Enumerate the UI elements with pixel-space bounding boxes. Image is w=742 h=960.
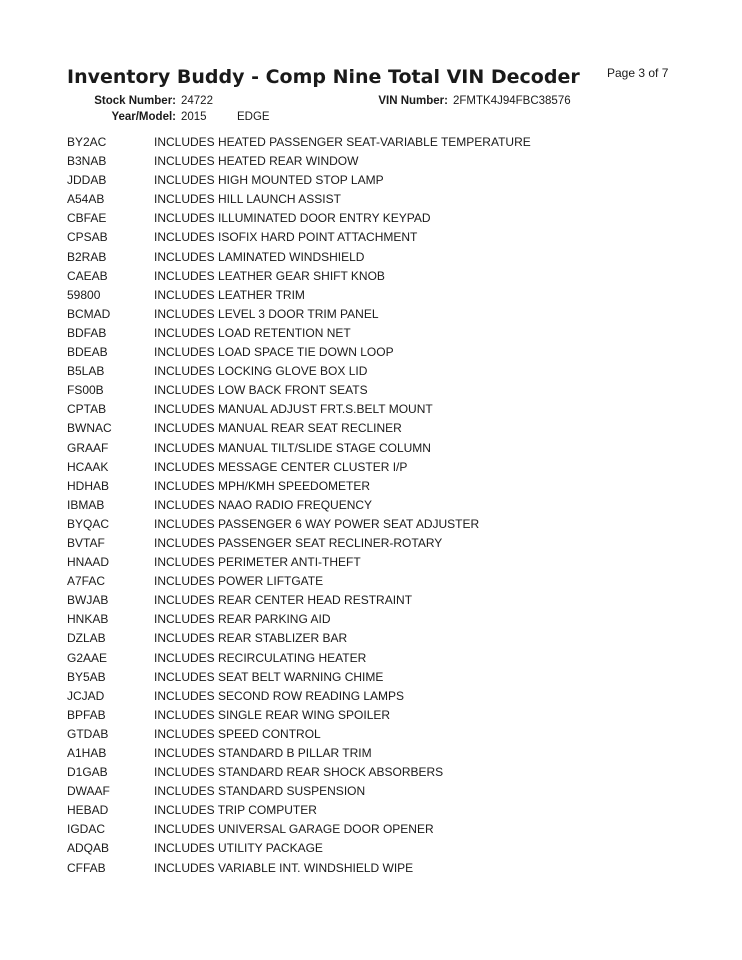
option-code-row xyxy=(67,782,531,801)
vin-number-value: 2FMTK4J94FBC38576 xyxy=(453,95,571,107)
option-description: INCLUDES STANDARD REAR SHOCK ABSORBERS xyxy=(154,765,444,780)
option-description: INCLUDES SEAT BELT WARNING CHIME xyxy=(154,669,384,684)
option-description: INCLUDES NAAO RADIO FREQUENCY xyxy=(154,497,373,512)
option-code: HNAAD xyxy=(67,555,110,570)
option-description: INCLUDES LOAD RETENTION NET xyxy=(154,325,351,340)
option-code: FS00B xyxy=(67,383,104,398)
option-code-row xyxy=(67,286,531,305)
page-number: Page 3 of 7 xyxy=(607,66,669,80)
option-code: B3NAB xyxy=(67,154,107,169)
option-code: D1GAB xyxy=(67,765,108,780)
model-value: EDGE xyxy=(237,111,270,123)
option-code: BY5AB xyxy=(67,669,106,684)
option-description: INCLUDES MPH/KMH SPEEDOMETER xyxy=(154,478,371,493)
option-code-list xyxy=(67,133,531,878)
option-code-row xyxy=(67,496,531,515)
option-description: INCLUDES LEATHER GEAR SHIFT KNOB xyxy=(154,268,385,283)
option-description: INCLUDES PASSENGER SEAT RECLINER-ROTARY xyxy=(154,535,443,550)
option-code: BWJAB xyxy=(67,593,109,608)
option-description: INCLUDES REAR CENTER HEAD RESTRAINT xyxy=(154,593,413,608)
option-code: 59800 xyxy=(67,287,101,302)
option-code: CPTAB xyxy=(67,402,107,417)
option-code-row xyxy=(67,324,531,343)
option-code-row xyxy=(67,801,531,820)
option-code-row xyxy=(67,343,531,362)
option-description: INCLUDES SECOND ROW READING LAMPS xyxy=(154,688,405,703)
option-code: IGDAC xyxy=(67,822,106,837)
option-description: INCLUDES MANUAL ADJUST FRT.S.BELT MOUNT xyxy=(154,402,433,417)
option-code: BY2AC xyxy=(67,135,107,149)
option-code: CBFAE xyxy=(67,211,107,226)
option-code: BVTAF xyxy=(67,535,105,550)
option-code: B5LAB xyxy=(67,364,105,379)
option-code: CPSAB xyxy=(67,230,108,245)
option-code-row xyxy=(67,152,531,171)
option-code-row xyxy=(67,744,531,763)
option-description: INCLUDES SINGLE REAR WING SPOILER xyxy=(154,707,391,722)
option-description: INCLUDES STANDARD B PILLAR TRIM xyxy=(154,746,372,760)
option-description: INCLUDES LEATHER TRIM xyxy=(154,287,305,302)
option-code: B2RAB xyxy=(67,249,107,264)
option-code: BCMAD xyxy=(67,306,111,321)
option-description: INCLUDES LOW BACK FRONT SEATS xyxy=(154,383,368,398)
option-description: INCLUDES SPEED CONTROL xyxy=(154,726,321,741)
option-code-row xyxy=(67,381,531,400)
option-code-row xyxy=(67,687,531,706)
option-code: GTDAB xyxy=(67,726,109,741)
option-description: INCLUDES REAR STABLIZER BAR xyxy=(154,631,348,646)
option-description: INCLUDES LOCKING GLOVE BOX LID xyxy=(154,364,368,379)
option-code: JDDAB xyxy=(67,173,107,188)
option-code-row xyxy=(67,400,531,419)
option-code-row xyxy=(67,515,531,534)
option-code-row xyxy=(67,553,531,572)
option-code-row xyxy=(67,649,531,668)
year-model-label: Year/Model: xyxy=(111,111,176,123)
page-title: Inventory Buddy - Comp Nine Total VIN Decoder xyxy=(67,66,580,88)
option-description: INCLUDES HEATED PASSENGER SEAT-VARIABLE TEMPERATURE xyxy=(154,135,531,149)
option-code-row xyxy=(67,668,531,687)
option-code-row xyxy=(67,534,531,553)
option-code-row xyxy=(67,439,531,458)
option-description: INCLUDES MESSAGE CENTER CLUSTER I/P xyxy=(154,459,408,474)
option-description: INCLUDES RECIRCULATING HEATER xyxy=(154,650,367,665)
option-code: BDEAB xyxy=(67,345,108,360)
option-code-row xyxy=(67,171,531,190)
option-code-row xyxy=(67,820,531,839)
option-code: BYQAC xyxy=(67,516,110,531)
option-code: CFFAB xyxy=(67,860,106,875)
option-code-row xyxy=(67,228,531,247)
option-code-row xyxy=(67,133,531,152)
option-code: HCAAK xyxy=(67,459,109,474)
option-description: INCLUDES LOAD SPACE TIE DOWN LOOP xyxy=(154,345,394,360)
option-description: INCLUDES STANDARD SUSPENSION xyxy=(154,784,366,799)
stock-number-label: Stock Number: xyxy=(94,95,176,107)
option-code-row xyxy=(67,591,531,610)
option-description: INCLUDES REAR PARKING AID xyxy=(154,612,331,627)
option-code: ADQAB xyxy=(67,841,110,856)
option-code: DWAAF xyxy=(67,784,110,799)
option-code: BDFAB xyxy=(67,325,107,340)
option-description: INCLUDES ILLUMINATED DOOR ENTRY KEYPAD xyxy=(154,211,431,226)
option-code-row xyxy=(67,725,531,744)
option-code-row xyxy=(67,763,531,782)
option-code: GRAAF xyxy=(67,440,109,455)
option-code: G2AAE xyxy=(67,650,108,665)
option-code-row xyxy=(67,190,531,209)
option-description: INCLUDES LAMINATED WINDSHIELD xyxy=(154,249,365,264)
option-code-row xyxy=(67,419,531,438)
option-description: INCLUDES ISOFIX HARD POINT ATTACHMENT xyxy=(154,230,418,245)
option-code-row xyxy=(67,706,531,725)
option-code-row xyxy=(67,458,531,477)
year-value: 2015 xyxy=(181,111,207,123)
option-description: INCLUDES HIGH MOUNTED STOP LAMP xyxy=(154,173,384,188)
option-code: A7FAC xyxy=(67,574,106,589)
stock-number-value: 24722 xyxy=(181,95,213,107)
option-description: INCLUDES TRIP COMPUTER xyxy=(154,803,317,818)
option-code: BWNAC xyxy=(67,421,112,436)
option-code: HDHAB xyxy=(67,478,110,493)
option-code-row xyxy=(67,267,531,286)
option-code-row xyxy=(67,839,531,858)
vin-number-label: VIN Number: xyxy=(378,95,448,107)
option-code-row xyxy=(67,477,531,496)
option-description: INCLUDES HILL LAUNCH ASSIST xyxy=(154,192,341,207)
option-code-row xyxy=(67,859,531,878)
option-code-row xyxy=(67,629,531,648)
option-description: INCLUDES HEATED REAR WINDOW xyxy=(154,154,359,169)
option-description: INCLUDES VARIABLE INT. WINDSHIELD WIPE xyxy=(154,860,414,875)
option-description: INCLUDES MANUAL TILT/SLIDE STAGE COLUMN xyxy=(154,440,431,455)
option-code: HEBAD xyxy=(67,803,109,818)
option-code-row xyxy=(67,362,531,381)
option-description: INCLUDES UNIVERSAL GARAGE DOOR OPENER xyxy=(154,822,434,837)
option-code-row xyxy=(67,305,531,324)
option-code-row xyxy=(67,209,531,228)
option-code-row xyxy=(67,610,531,629)
option-description: INCLUDES UTILITY PACKAGE xyxy=(154,841,323,856)
option-code-row xyxy=(67,572,531,591)
option-code: BPFAB xyxy=(67,707,106,722)
option-code-row xyxy=(67,248,531,267)
option-description: INCLUDES LEVEL 3 DOOR TRIM PANEL xyxy=(154,306,379,321)
option-description: INCLUDES MANUAL REAR SEAT RECLINER xyxy=(154,421,402,436)
option-code: IBMAB xyxy=(67,497,105,512)
option-code: JCJAD xyxy=(67,688,105,703)
option-code: CAEAB xyxy=(67,268,108,283)
option-description: INCLUDES POWER LIFTGATE xyxy=(154,574,324,589)
option-code: HNKAB xyxy=(67,612,109,627)
option-code: DZLAB xyxy=(67,631,106,646)
option-code: A54AB xyxy=(67,192,105,207)
option-description: INCLUDES PERIMETER ANTI-THEFT xyxy=(154,555,361,570)
option-description: INCLUDES PASSENGER 6 WAY POWER SEAT ADJUSTER xyxy=(154,516,480,531)
option-code: A1HAB xyxy=(67,746,107,760)
